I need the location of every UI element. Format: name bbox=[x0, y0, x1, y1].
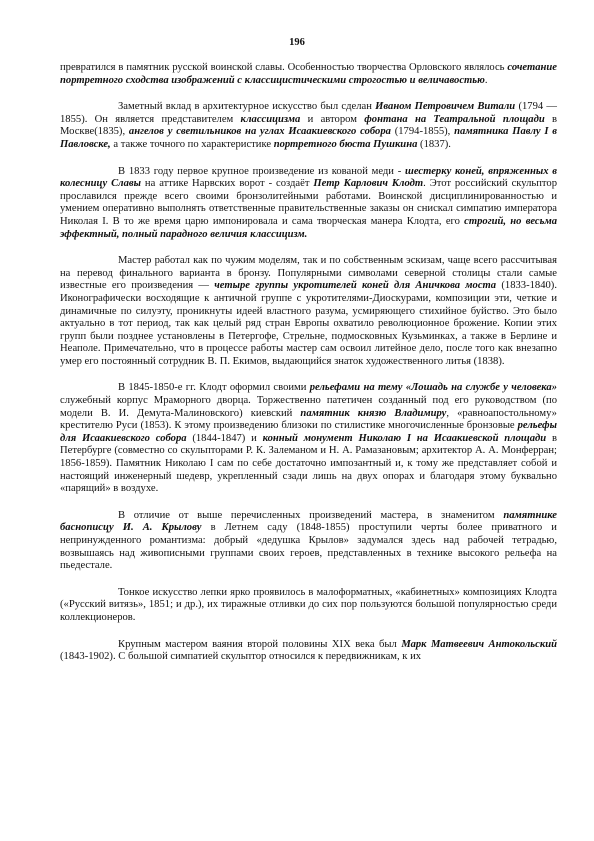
paragraph-5 bbox=[60, 382, 557, 495]
text-run: В отличие от выше перечисленных произведений мастера, в знаменитом bbox=[118, 509, 504, 521]
paragraph-1 bbox=[60, 62, 557, 87]
document-body bbox=[60, 62, 557, 678]
text-run: . bbox=[484, 74, 488, 86]
text-run: а также точного по характеристике bbox=[110, 138, 274, 150]
text-run: (1794 — 1855). Он является представителем bbox=[60, 101, 558, 125]
emphasis-text: Марк Матвеевич Антокольский bbox=[401, 638, 557, 650]
text-run: (1794-1855), bbox=[390, 126, 455, 138]
emphasis-text: памятник князю Владимиру bbox=[300, 407, 447, 419]
emphasis-text: шестерку коней, впряженных в колесницу Славы bbox=[60, 165, 558, 190]
text-run: Крупным мастером ваяния второй половины XIX века был bbox=[118, 638, 402, 650]
paragraph-8 bbox=[60, 639, 557, 664]
text-run: В 1845-1850-е гг. Клодт оформил своими bbox=[118, 382, 310, 394]
text-run: Заметный вклад в архитектурное искусство был сделан bbox=[118, 101, 376, 113]
text-run: В 1833 году первое крупное произведение из кованой меди - bbox=[118, 165, 406, 177]
emphasis-text: ангелов у светильников на углах Исаакиевского собора bbox=[128, 126, 391, 138]
text-run: Мастер работал как по чужим моделям, так и по собственным эскизам, чаще всего рассчитывая на перевод финального варианта в бронзу. Популярными символами северной столицы стали самые известные его произведения — bbox=[60, 255, 557, 292]
paragraph-2 bbox=[60, 101, 557, 151]
text-run: (1844-1847) и bbox=[186, 432, 263, 444]
text-run: служебный корпус Мраморного дворца. Торжественно патетичен созданный под его руководством (по модели В. И. Демута-Малиновского) киевский bbox=[60, 395, 557, 419]
emphasis-text: Петр Карлович Клодт bbox=[313, 178, 424, 190]
emphasis-text: сочетание портретного сходства изображений с классицистическими строгостью и величавостью bbox=[60, 62, 557, 86]
emphasis-text: рельефы для Исаакиевского собора bbox=[60, 420, 557, 444]
emphasis-text: конный монумент Николаю I на Исаакиевской площади bbox=[262, 432, 547, 444]
text-run: и автором bbox=[300, 113, 365, 125]
emphasis-text: четыре группы укротителей коней для Аничкова моста bbox=[214, 280, 497, 292]
text-run: в Москве(1835), bbox=[60, 113, 558, 138]
text-run: Тонкое искусство лепки ярко проявилось в малоформатных, «кабинетных» композициях Клодта («Русский витязь», 1851; и др.), их тиражные отливки до сих пор пользуются большой популярностью среди коллекционеров. bbox=[60, 586, 557, 623]
emphasis-text: памятнике баснописцу И. А. Крылову bbox=[60, 509, 557, 534]
emphasis-text: портретного бюста Пушкина bbox=[273, 138, 418, 150]
text-run: (1843-1902). С большой симпатией скульптор относился к передвижникам, к их bbox=[60, 651, 422, 663]
text-run: превратился в памятник русской воинской славы. Особенностью творчества Орловского являлось bbox=[60, 62, 508, 73]
paragraph-6 bbox=[60, 510, 557, 573]
text-run: в Летнем саду (1848-1855) проступили черты более приватного и непринужденного романтизма: добрый «дедушка Крылов» задумался здесь над рабочей тетрадью, возвышаясь над живописными группами своих героев, представленных в технике высокого рельефа на пьедестале. bbox=[60, 522, 557, 572]
text-run: (1833-1840). Иконографически восходящие к античной группе с укротителями-Диоскурами, композиции эти, четкие и динамичные по силуэту, проникнуты идеей властного разума, усмиряющего стихийное буйство. Это было актуально в тот период, так как целый ряд стран Европы охватило революционное брожение. Копии этих групп были позднее установлены в Петергофе, Стрельне, подмосковных Кузьминках, а также в Берлине и Неаполе. Примечательно, что в процессе работы мастер сам освоил литейное дело, после того как внезапно умер его постоянный сотрудник В. П. Екимов, выдающийся знаток художественного литья (1838). bbox=[60, 280, 557, 367]
emphasis-text: рельефами на тему «Лошадь на службе у человека» bbox=[309, 382, 557, 394]
paragraph-7 bbox=[60, 587, 557, 625]
paragraph-3 bbox=[60, 166, 557, 242]
paragraph-4 bbox=[60, 255, 557, 368]
emphasis-text: классицизма bbox=[240, 113, 301, 125]
emphasis-text: фонтана на Театральной площади bbox=[364, 113, 545, 125]
text-run: (1837). bbox=[417, 138, 451, 150]
text-run: , «равноапостольному» крестителю Руси (1853). К этому произведению близоки по стилистике многочисленные бронзовые bbox=[60, 407, 557, 432]
emphasis-text: строгий, но весьма эффектный, полный парадного величия классицизм. bbox=[60, 215, 557, 240]
emphasis-text: Иваном Петровичем Витали bbox=[375, 101, 516, 113]
text-run: на аттике Нарвских ворот - создаёт bbox=[141, 178, 314, 190]
text-run: . Этот российский скульптор прославился прежде всего своими бронзолитейными работами. Воинской дисциплинированностью и умением оперативно выполнять ответственные правительственные заказы он снискал симпатию императора Николая I. В то же время царю импонировала и сама творческая манера Клодта, его bbox=[60, 178, 557, 227]
emphasis-text: памятника Павлу I в Павловске, bbox=[60, 126, 557, 150]
text-run: в Петербурге (совместно со скульпторами Р. К. Залеманом и Н. А. Рамазановым; архитектор А. А. Монферран; 1856-1859). Памятник Николаю I сам по себе достаточно импозантный и, к тому же представляет собой и настоящий инженерный шедевр, укрепленный сзади лишь на двух опорах и благодаря этому буквально «парящий» в воздухе. bbox=[60, 432, 557, 495]
page-number: 196 bbox=[289, 37, 305, 48]
